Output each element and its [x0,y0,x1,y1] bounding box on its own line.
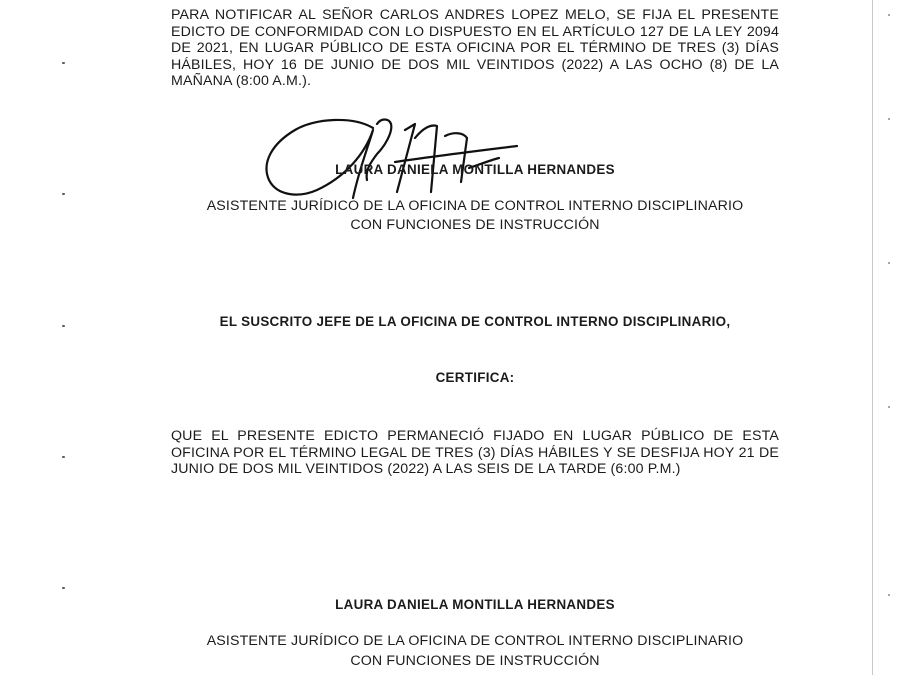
scan-mark [62,587,65,589]
scan-mark [888,262,890,264]
signatory-title-line1: ASISTENTE JURÍDICO DE LA OFICINA DE CONTROL INTERNO DISCIPLINARIO [206,198,744,214]
scan-mark [62,62,65,64]
certifier-heading: EL SUSCRITO JEFE DE LA OFICINA DE CONTROL INTERNO DISCIPLINARIO, [219,314,731,329]
scan-mark [888,118,890,120]
scan-mark [62,456,65,458]
scan-mark [888,406,890,408]
signatory-title-line1: ASISTENTE JURÍDICO DE LA OFICINA DE CONTROL INTERNO DISCIPLINARIO [206,633,744,649]
signatory-title-line2: CON FUNCIONES DE INSTRUCCIÓN [350,217,600,233]
edict-paragraph: PARA NOTIFICAR AL SEÑOR CARLOS ANDRES LOPEZ MELO, SE FIJA EL PRESENTE EDICTO DE CONFORMIDAD CON LO DISPUESTO EN EL ARTÍCULO 127 DE LA LEY 2094 DE 2021, EN LUGAR PÚBLICO DE ESTA OFICINA POR EL TÉRMINO DE TRES (3) DÍAS HÁBILES, HOY 16 DE JUNIO DE DOS MIL VEINTIDOS (2022) A LAS OCHO (8) DE LA MAÑANA (8:00 A.M.). [171,7,779,90]
page-edge-line [872,0,873,675]
scan-mark [888,594,890,596]
scan-mark [888,14,890,16]
signatory-name: LAURA DANIELA MONTILLA HERNANDES [335,162,615,177]
certification-paragraph: QUE EL PRESENTE EDICTO PERMANECIÓ FIJADO EN LUGAR PÚBLICO DE ESTA OFICINA POR EL TÉRMINO LEGAL DE TRES (3) DÍAS HÁBILES Y SE DESFIJA HOY 21 DE JUNIO DE DOS MIL VEINTIDOS (2022) A LAS SEIS DE LA TARDE (6:00 P.M.) [171,428,779,478]
scan-mark [62,193,65,195]
scan-mark [62,325,65,327]
signatory-name: LAURA DANIELA MONTILLA HERNANDES [335,597,615,612]
certifica-heading: CERTIFICA: [435,370,515,385]
signatory-title-line2: CON FUNCIONES DE INSTRUCCIÓN [350,653,600,669]
